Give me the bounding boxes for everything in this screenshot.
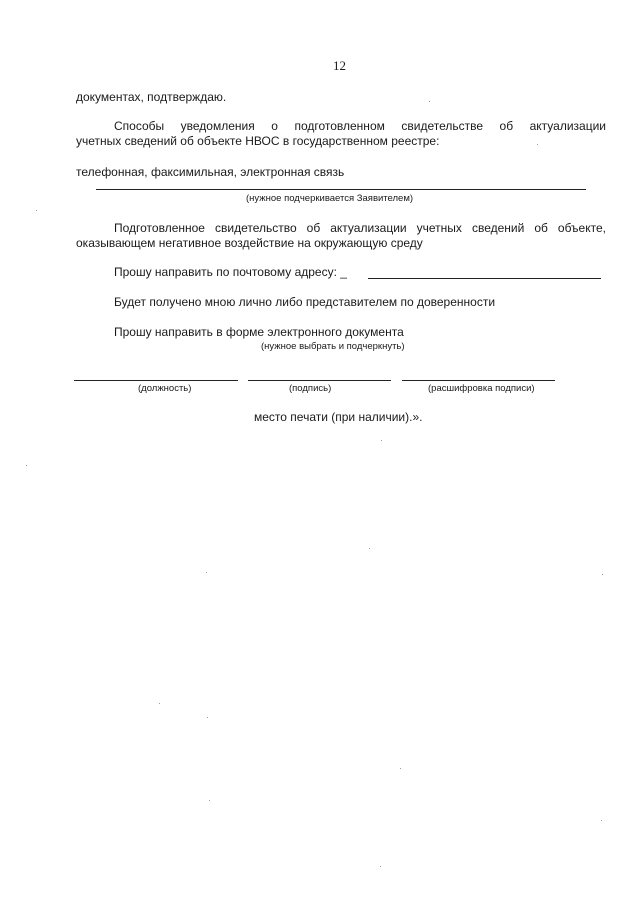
notification-underline xyxy=(96,189,586,190)
stamp-place-text: место печати (при наличии).». xyxy=(254,410,423,424)
postal-address-line xyxy=(368,278,601,279)
scan-speck xyxy=(26,465,27,466)
signature-label: (подпись) xyxy=(289,383,332,394)
scan-speck xyxy=(159,703,160,704)
option-in-person: Будет получено мною лично либо представителем по доверенности xyxy=(114,295,496,309)
options-hint: (нужное выбрать и подчеркнуть) xyxy=(261,341,405,352)
scan-speck xyxy=(369,548,370,549)
option-electronic: Прошу направить в форме электронного документа xyxy=(114,325,404,339)
position-line xyxy=(74,380,238,381)
notification-line-2: учетных сведений об объекте НВОС в государственном реестре: xyxy=(76,134,440,148)
scan-speck xyxy=(36,210,37,211)
position-label: (должность) xyxy=(138,383,192,394)
scan-speck xyxy=(429,101,430,102)
scan-speck xyxy=(602,574,603,575)
scan-speck xyxy=(381,440,382,441)
certificate-line-2: оказывающем негативное воздействие на окружающую среду xyxy=(76,236,423,250)
certificate-line-1: Подготовленное свидетельство об актуализации учетных сведений об объекте, xyxy=(114,221,606,235)
scan-speck xyxy=(400,768,401,769)
notification-line-1: Способы уведомления о подготовленном свидетельстве об актуализации xyxy=(114,119,606,133)
signature-line xyxy=(248,380,391,381)
scan-speck xyxy=(537,144,538,145)
notification-hint: (нужное подчеркивается Заявителем) xyxy=(246,193,414,204)
notification-methods: телефонная, факсимильная, электронная связь xyxy=(76,165,345,179)
scan-speck xyxy=(601,820,602,821)
name-line xyxy=(402,380,555,381)
page-number: 12 xyxy=(333,58,346,73)
scan-speck xyxy=(206,572,207,573)
scan-speck xyxy=(209,800,210,801)
scan-speck xyxy=(207,717,208,718)
continuation-text: документах, подтверждаю. xyxy=(76,90,227,104)
scan-speck xyxy=(380,866,381,867)
option-postal: Прошу направить по почтовому адресу: _ xyxy=(114,265,347,279)
name-label: (расшифровка подписи) xyxy=(428,383,535,394)
